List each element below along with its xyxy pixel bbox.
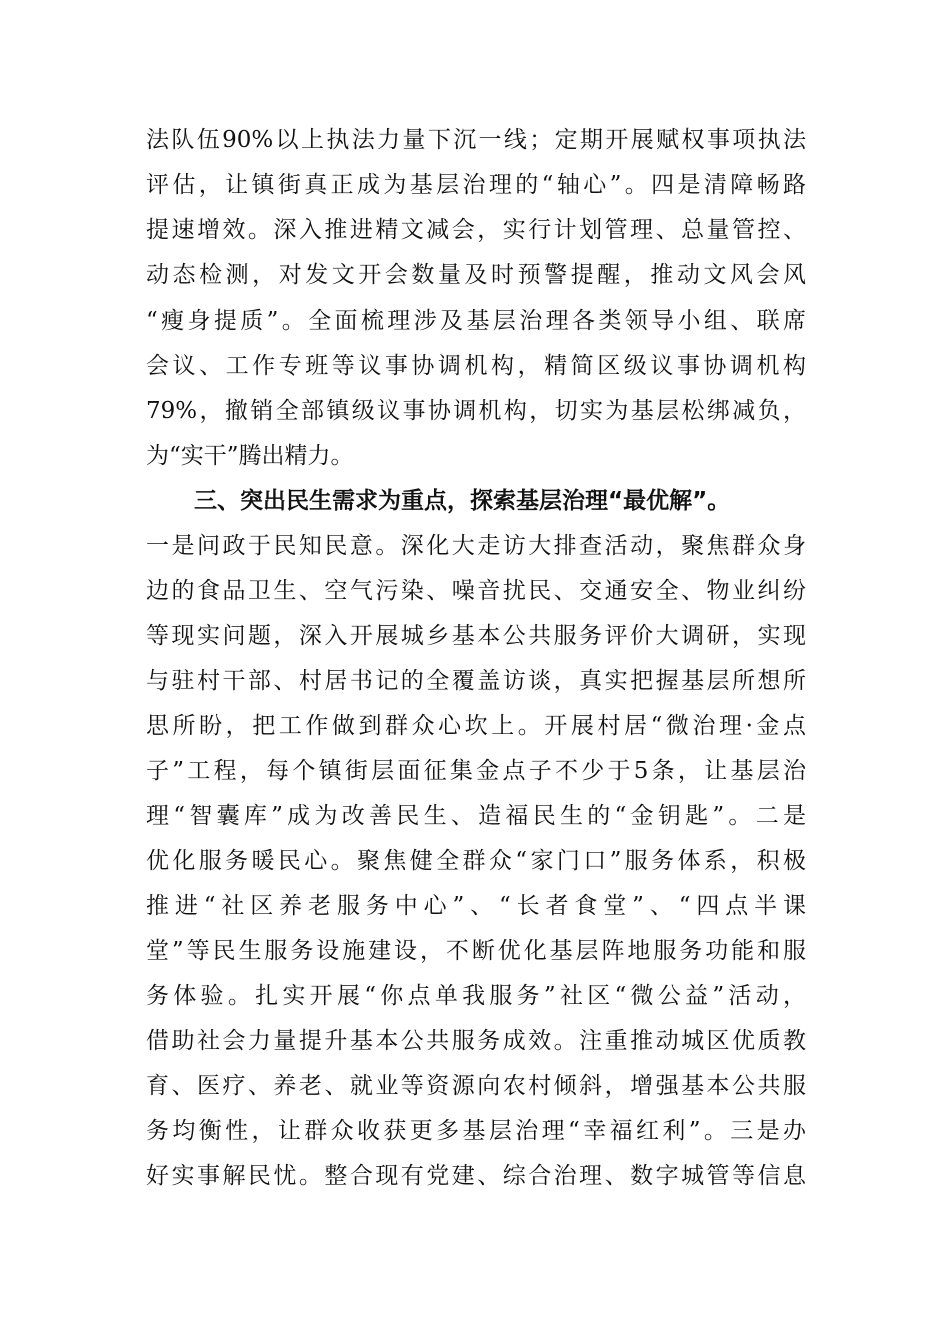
paragraph-line: 推进“社区养老服务中心”、“长者食堂”、“四点半课: [146, 893, 806, 919]
paragraph-line: 动态检测，对发文开会数量及时预警提醒，推动文风会风: [146, 262, 806, 288]
paragraph-line: 思所盼，把工作做到群众心坎上。开展村居“微治理·金点: [146, 713, 806, 739]
paragraph-line: 评估，让镇街真正成为基层治理的“轴心”。四是清障畅路: [146, 172, 806, 198]
paragraph-line: 与驻村干部、村居书记的全覆盖访谈，真实把握基层所想所: [146, 668, 806, 694]
paragraph-line: 理“智囊库”成为改善民生、造福民生的“金钥匙”。二是: [146, 803, 806, 829]
paragraph-line: 务体验。扎实开展“你点单我服务”社区“微公益”活动，: [146, 983, 806, 1009]
paragraph-line: 会议、工作专班等议事协调机构，精简区级议事协调机构: [146, 353, 806, 379]
paragraph-line: 借助社会力量提升基本公共服务成效。注重推动城区优质教: [146, 1028, 806, 1054]
paragraph-line: 边的食品卫生、空气污染、噪音扰民、交通安全、物业纠纷: [146, 578, 806, 604]
paragraph-line: 等现实问题，深入开展城乡基本公共服务评价大调研，实现: [146, 623, 806, 649]
paragraph-line: 育、医疗、养老、就业等资源向农村倾斜，增强基本公共服: [146, 1073, 806, 1099]
paragraph-line: 堂”等民生服务设施建设，不断优化基层阵地服务功能和服: [146, 938, 806, 964]
paragraph-line: “瘦身提质”。全面梳理涉及基层治理各类领导小组、联席: [146, 308, 806, 334]
paragraph-line: 为“实干”腾出精力。: [146, 443, 354, 469]
paragraph-line: 提速增效。深入推进精文减会，实行计划管理、总量管控、: [146, 217, 806, 243]
paragraph-line: 子”工程，每个镇街层面征集金点子不少于5条，让基层治: [146, 758, 806, 784]
paragraph-line: 优化服务暖民心。聚焦健全群众“家门口”服务体系，积极: [146, 848, 806, 874]
paragraph-line: 务均衡性，让群众收获更多基层治理“幸福红利”。三是办: [146, 1118, 806, 1144]
paragraph-line: 79%，撤销全部镇级议事协调机构，切实为基层松绑减负，: [146, 398, 806, 424]
section-heading: 三、突出民生需求为重点，探索基层治理“最优解”。: [194, 488, 731, 514]
paragraph-line: 好实事解民忧。整合现有党建、综合治理、数字城管等信息: [146, 1163, 806, 1189]
paragraph-line: 一是问政于民知民意。深化大走访大排查活动，聚焦群众身: [146, 533, 806, 559]
paragraph-line: 法队伍90%以上执法力量下沉一线；定期开展赋权事项执法: [146, 127, 806, 153]
